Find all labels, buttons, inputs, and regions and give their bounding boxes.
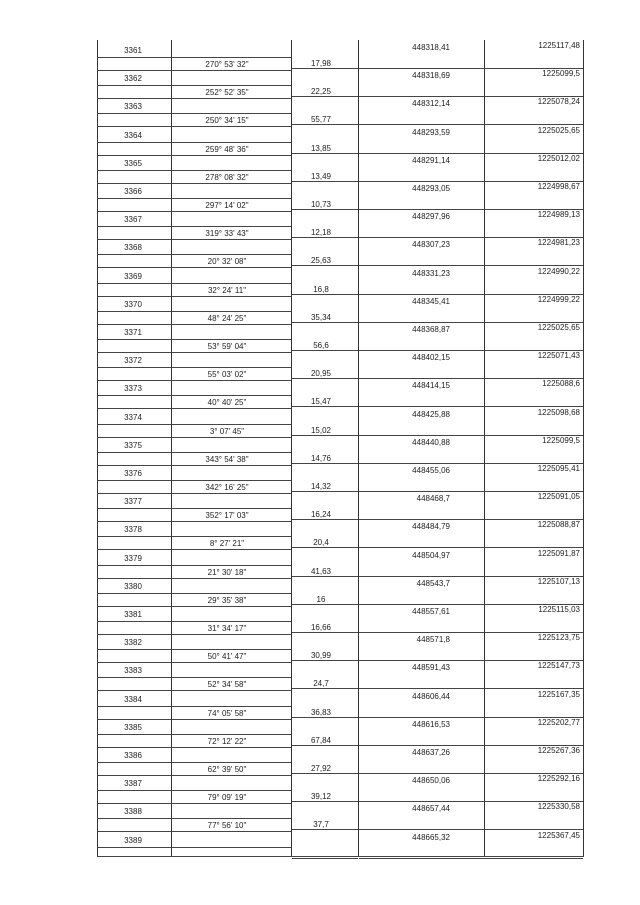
row-separator-mid xyxy=(292,745,358,746)
row-separator-left xyxy=(98,170,291,171)
row-separator-left xyxy=(98,226,291,227)
coordinate-x: 448637,26 xyxy=(412,748,450,757)
segment-distance: 17,98 xyxy=(310,59,332,68)
coordinate-x: 448312,14 xyxy=(412,99,450,109)
row-separator-mid xyxy=(292,209,358,210)
coordinate-y: 1225088,6 xyxy=(542,379,580,389)
row-separator-left xyxy=(98,113,291,114)
point-number: 3365 xyxy=(124,158,142,168)
coordinate-x: 448345,41 xyxy=(412,296,450,306)
coordinate-x: 448606,44 xyxy=(412,691,450,701)
point-number: 3373 xyxy=(124,384,142,394)
point-number: 3385 xyxy=(124,722,142,732)
coordinate-x: 448331,23 xyxy=(412,268,450,278)
point-number: 3383 xyxy=(124,666,142,676)
direction-angle: 53° 59' 04" xyxy=(207,342,247,351)
row-separator-mid xyxy=(292,858,358,859)
point-number: 3372 xyxy=(124,356,142,366)
row-separator-left xyxy=(98,452,291,453)
row-midline xyxy=(98,690,291,691)
row-separator-mid xyxy=(292,576,358,577)
row-midline xyxy=(98,606,291,607)
point-number: 3380 xyxy=(124,581,142,591)
coordinate-y: 1225202,77 xyxy=(537,717,580,727)
direction-angle: 259° 48' 36" xyxy=(205,144,249,154)
row-separator-mid xyxy=(292,265,358,266)
border-right xyxy=(583,40,584,857)
row-midline xyxy=(98,155,291,156)
coordinate-y: 1225107,13 xyxy=(537,576,580,586)
coordinate-x: 448543,7 xyxy=(416,578,450,588)
segment-distance: 30,99 xyxy=(310,651,332,661)
direction-angle: 72° 12' 22" xyxy=(207,736,247,746)
coordinate-x: 448318,69 xyxy=(412,71,450,81)
row-separator-mid xyxy=(292,604,358,605)
direction-angle: 3° 07' 45" xyxy=(209,426,245,436)
direction-angle: 297° 14' 02" xyxy=(205,201,249,210)
coordinate-y: 1224998,67 xyxy=(537,182,580,191)
point-number: 3377 xyxy=(124,497,142,507)
row-separator-mid xyxy=(292,491,358,492)
direction-angle: 29° 35' 38" xyxy=(207,595,247,605)
row-separator-mid xyxy=(292,153,358,154)
row-midline xyxy=(98,775,291,776)
row-midline xyxy=(98,296,291,297)
bottom-border xyxy=(97,856,584,857)
row-midline xyxy=(98,239,291,240)
segment-distance: 16,8 xyxy=(313,284,329,294)
direction-angle: 48° 24' 25" xyxy=(207,313,247,323)
coordinate-y: 1225078,24 xyxy=(537,97,580,107)
row-separator-left xyxy=(98,818,291,819)
segment-distance: 13,49 xyxy=(310,171,332,181)
point-number: 3374 xyxy=(124,412,142,422)
segment-distance: 15,47 xyxy=(310,397,332,407)
point-number: 3367 xyxy=(124,215,142,225)
row-separator-left xyxy=(98,424,291,425)
coordinate-y: 1225099,5 xyxy=(542,69,580,79)
coordinate-x: 448657,44 xyxy=(412,804,450,814)
coordinate-y: 1225115,03 xyxy=(538,605,580,614)
row-midline xyxy=(98,634,291,635)
row-separator-left xyxy=(98,593,291,594)
row-separator-mid xyxy=(292,350,358,351)
coordinate-y: 1224981,23 xyxy=(537,238,580,248)
row-midline xyxy=(98,267,291,268)
direction-angle: 32° 24' 11" xyxy=(207,285,247,295)
coordinate-y: 1225091,87 xyxy=(537,548,580,558)
row-separator-left xyxy=(98,847,291,848)
row-midline xyxy=(98,578,291,579)
row-midline xyxy=(98,719,291,720)
row-separator-left xyxy=(98,508,291,509)
row-separator-left xyxy=(98,395,291,396)
row-midline xyxy=(98,324,291,325)
point-number: 3388 xyxy=(124,807,142,817)
coordinate-y: 1225330,58 xyxy=(537,802,580,812)
segment-distance: 15,02 xyxy=(310,425,332,435)
coordinate-x: 448591,43 xyxy=(412,663,450,673)
coordinate-x: 448291,14 xyxy=(412,155,450,165)
segment-distance: 27,92 xyxy=(310,764,332,773)
row-separator-left xyxy=(98,254,291,255)
point-number: 3381 xyxy=(124,610,142,619)
row-midline xyxy=(98,549,291,550)
point-number: 3368 xyxy=(124,243,142,253)
row-separator-mid xyxy=(292,801,358,802)
row-separator-left xyxy=(98,367,291,368)
row-separator-mid xyxy=(292,124,358,125)
row-separator-left xyxy=(98,480,291,481)
row-midline xyxy=(98,98,291,99)
coordinate-y: 1225267,36 xyxy=(537,746,580,755)
point-number: 3386 xyxy=(124,751,142,760)
coordinate-x: 448455,06 xyxy=(412,466,450,475)
coordinate-y: 1225012,02 xyxy=(537,153,580,163)
direction-angle: 77° 56' 10" xyxy=(207,821,247,831)
row-separator-mid xyxy=(292,68,358,69)
direction-angle: 343° 54' 38" xyxy=(205,454,249,464)
divider-angle-distance xyxy=(291,40,292,857)
direction-angle: 79° 09' 19" xyxy=(207,793,247,803)
row-midline xyxy=(98,521,291,522)
row-separator-left xyxy=(98,790,291,791)
segment-distance: 14,76 xyxy=(310,453,332,463)
direction-angle: 55° 03' 02" xyxy=(207,370,247,380)
row-separator-mid xyxy=(292,632,358,633)
row-separator-mid xyxy=(292,829,358,830)
coordinate-x: 448468,7 xyxy=(416,494,450,504)
segment-distance: 16,24 xyxy=(310,510,332,520)
coordinate-y: 1224999,22 xyxy=(537,294,580,304)
row-separator-mid xyxy=(292,378,358,379)
direction-angle: 252° 52' 35" xyxy=(205,88,249,98)
coordinate-y: 1225095,41 xyxy=(537,464,580,473)
point-number: 3364 xyxy=(124,130,142,140)
row-midline xyxy=(98,183,291,184)
row-separator-left xyxy=(98,57,291,58)
coordinate-y: 1225292,16 xyxy=(537,774,580,784)
row-separator-left xyxy=(98,762,291,763)
direction-angle: 250° 34' 15" xyxy=(205,116,249,126)
row-midline xyxy=(98,803,291,804)
point-number: 3378 xyxy=(124,525,142,535)
direction-angle: 31° 34' 17" xyxy=(207,624,247,633)
row-midline xyxy=(98,747,291,748)
row-midline xyxy=(98,408,291,409)
coordinate-x: 448307,23 xyxy=(412,240,450,250)
coordinate-x: 448293,59 xyxy=(412,127,450,137)
segment-distance: 39,12 xyxy=(310,792,332,802)
row-midline xyxy=(98,662,291,663)
row-separator-mid xyxy=(292,660,358,661)
row-midline xyxy=(98,211,291,212)
point-number: 3371 xyxy=(124,328,142,337)
row-separator-mid xyxy=(292,294,358,295)
row-separator-mid xyxy=(292,237,358,238)
direction-angle: 74° 05' 58" xyxy=(207,708,247,718)
segment-distance: 35,34 xyxy=(310,312,332,322)
segment-distance: 20,4 xyxy=(313,538,329,548)
point-number: 3389 xyxy=(124,835,142,845)
direction-angle: 50° 41' 47" xyxy=(207,652,247,662)
row-midline xyxy=(98,493,291,494)
coordinate-x: 448293,05 xyxy=(412,184,450,193)
point-number: 3366 xyxy=(124,187,142,196)
row-separator-left xyxy=(98,677,291,678)
row-separator-mid xyxy=(292,322,358,323)
row-midline xyxy=(98,380,291,381)
direction-angle: 21° 30' 18" xyxy=(207,567,247,577)
row-separator-mid xyxy=(292,435,358,436)
row-separator-left xyxy=(98,536,291,537)
segment-distance: 55,77 xyxy=(310,115,332,125)
segment-distance: 20,95 xyxy=(310,369,332,379)
coordinate-y: 1225088,87 xyxy=(537,520,580,530)
row-midline xyxy=(98,70,291,71)
segment-distance: 14,32 xyxy=(310,482,332,491)
row-separator-mid xyxy=(292,688,358,689)
row-separator-mid xyxy=(292,96,358,97)
row-midline xyxy=(98,465,291,466)
segment-distance: 13,85 xyxy=(310,143,332,153)
segment-distance: 25,63 xyxy=(310,256,332,266)
coordinate-x: 448414,15 xyxy=(412,381,450,391)
segment-distance: 67,84 xyxy=(310,735,332,745)
point-number: 3376 xyxy=(124,469,142,478)
row-separator-left xyxy=(98,734,291,735)
coordinate-x: 448571,8 xyxy=(416,635,450,645)
row-separator-mid xyxy=(292,181,358,182)
coordinate-x: 448616,53 xyxy=(412,719,450,729)
direction-angle: 52° 34' 58" xyxy=(207,680,247,690)
segment-distance: 36,83 xyxy=(310,707,332,717)
coordinate-y: 1225025,65 xyxy=(537,323,580,332)
direction-angle: 342° 16' 25" xyxy=(205,483,249,492)
point-number: 3379 xyxy=(124,553,142,563)
direction-angle: 352° 17' 03" xyxy=(205,511,249,521)
direction-angle: 278° 08' 32" xyxy=(205,172,249,182)
point-number: 3362 xyxy=(124,74,142,84)
direction-angle: 20° 32' 08" xyxy=(207,257,247,267)
point-number: 3361 xyxy=(124,46,142,55)
point-number: 3387 xyxy=(124,779,142,789)
row-separator-left xyxy=(98,565,291,566)
coordinate-y: 1225098,68 xyxy=(537,407,580,417)
row-separator-left xyxy=(98,311,291,312)
point-number: 3370 xyxy=(124,299,142,309)
divider-distance-x xyxy=(358,40,359,857)
row-separator-left xyxy=(98,706,291,707)
segment-distance: 10,73 xyxy=(310,200,332,209)
segment-distance: 12,18 xyxy=(310,228,332,238)
direction-angle: 40° 40' 25" xyxy=(207,398,247,408)
coordinate-y: 1225367,45 xyxy=(537,830,580,840)
coordinate-x: 448504,97 xyxy=(412,550,450,560)
segment-distance: 16,66 xyxy=(310,623,332,632)
row-separator-left xyxy=(98,283,291,284)
row-midline xyxy=(98,831,291,832)
row-separator-mid xyxy=(292,463,358,464)
coordinate-y: 1225099,5 xyxy=(542,435,580,445)
coordinate-x: 448297,96 xyxy=(412,212,450,222)
coordinate-y: 1225071,43 xyxy=(537,351,580,361)
row-separator-left xyxy=(98,339,291,340)
coordinate-x: 448368,87 xyxy=(412,325,450,334)
coordinate-y: 1225147,73 xyxy=(537,661,580,671)
row-separator-mid xyxy=(292,717,358,718)
coordinate-y: 1225091,05 xyxy=(537,492,580,502)
coordinate-x: 448650,06 xyxy=(412,776,450,786)
segment-distance: 24,7 xyxy=(313,679,329,689)
segment-distance: 37,7 xyxy=(313,820,329,830)
coordinate-y: 1225025,65 xyxy=(537,125,580,135)
point-number: 3375 xyxy=(124,440,142,450)
segment-distance: 56,6 xyxy=(313,341,329,350)
segment-distance: 22,25 xyxy=(310,87,332,97)
row-separator-mid xyxy=(292,773,358,774)
row-separator-right xyxy=(359,858,583,859)
coordinate-x: 448440,88 xyxy=(412,437,450,447)
coordinate-y: 1225117,48 xyxy=(538,41,580,50)
row-separator-mid xyxy=(292,406,358,407)
coordinate-x: 448318,41 xyxy=(412,43,450,52)
direction-angle: 270° 53' 32" xyxy=(205,60,249,69)
coordinate-x: 448665,32 xyxy=(412,832,450,842)
coordinate-x: 448425,88 xyxy=(412,409,450,419)
coordinate-x: 448402,15 xyxy=(412,353,450,363)
point-number: 3382 xyxy=(124,638,142,648)
coordinate-y: 1225167,35 xyxy=(537,689,580,699)
row-separator-mid xyxy=(292,519,358,520)
row-midline xyxy=(98,437,291,438)
row-separator-mid xyxy=(292,547,358,548)
coordinate-x: 448557,61 xyxy=(412,607,450,616)
direction-angle: 8° 27' 21" xyxy=(209,539,245,549)
row-separator-left xyxy=(98,649,291,650)
row-separator-left xyxy=(98,85,291,86)
coordinate-y: 1224990,22 xyxy=(537,266,580,276)
row-separator-left xyxy=(98,142,291,143)
row-midline xyxy=(98,352,291,353)
coordinate-y: 1224989,13 xyxy=(537,210,580,220)
row-separator-left xyxy=(98,621,291,622)
segment-distance: 16 xyxy=(316,594,326,604)
coordinate-x: 448484,79 xyxy=(412,522,450,532)
coordinate-y: 1225123,75 xyxy=(537,633,580,643)
direction-angle: 319° 33' 43" xyxy=(205,229,249,239)
segment-distance: 41,63 xyxy=(310,566,332,576)
row-midline xyxy=(98,126,291,127)
point-number: 3384 xyxy=(124,694,142,704)
direction-angle: 62° 39' 50" xyxy=(207,765,247,774)
row-separator-left xyxy=(98,198,291,199)
point-number: 3363 xyxy=(124,102,142,112)
point-number: 3369 xyxy=(124,271,142,281)
